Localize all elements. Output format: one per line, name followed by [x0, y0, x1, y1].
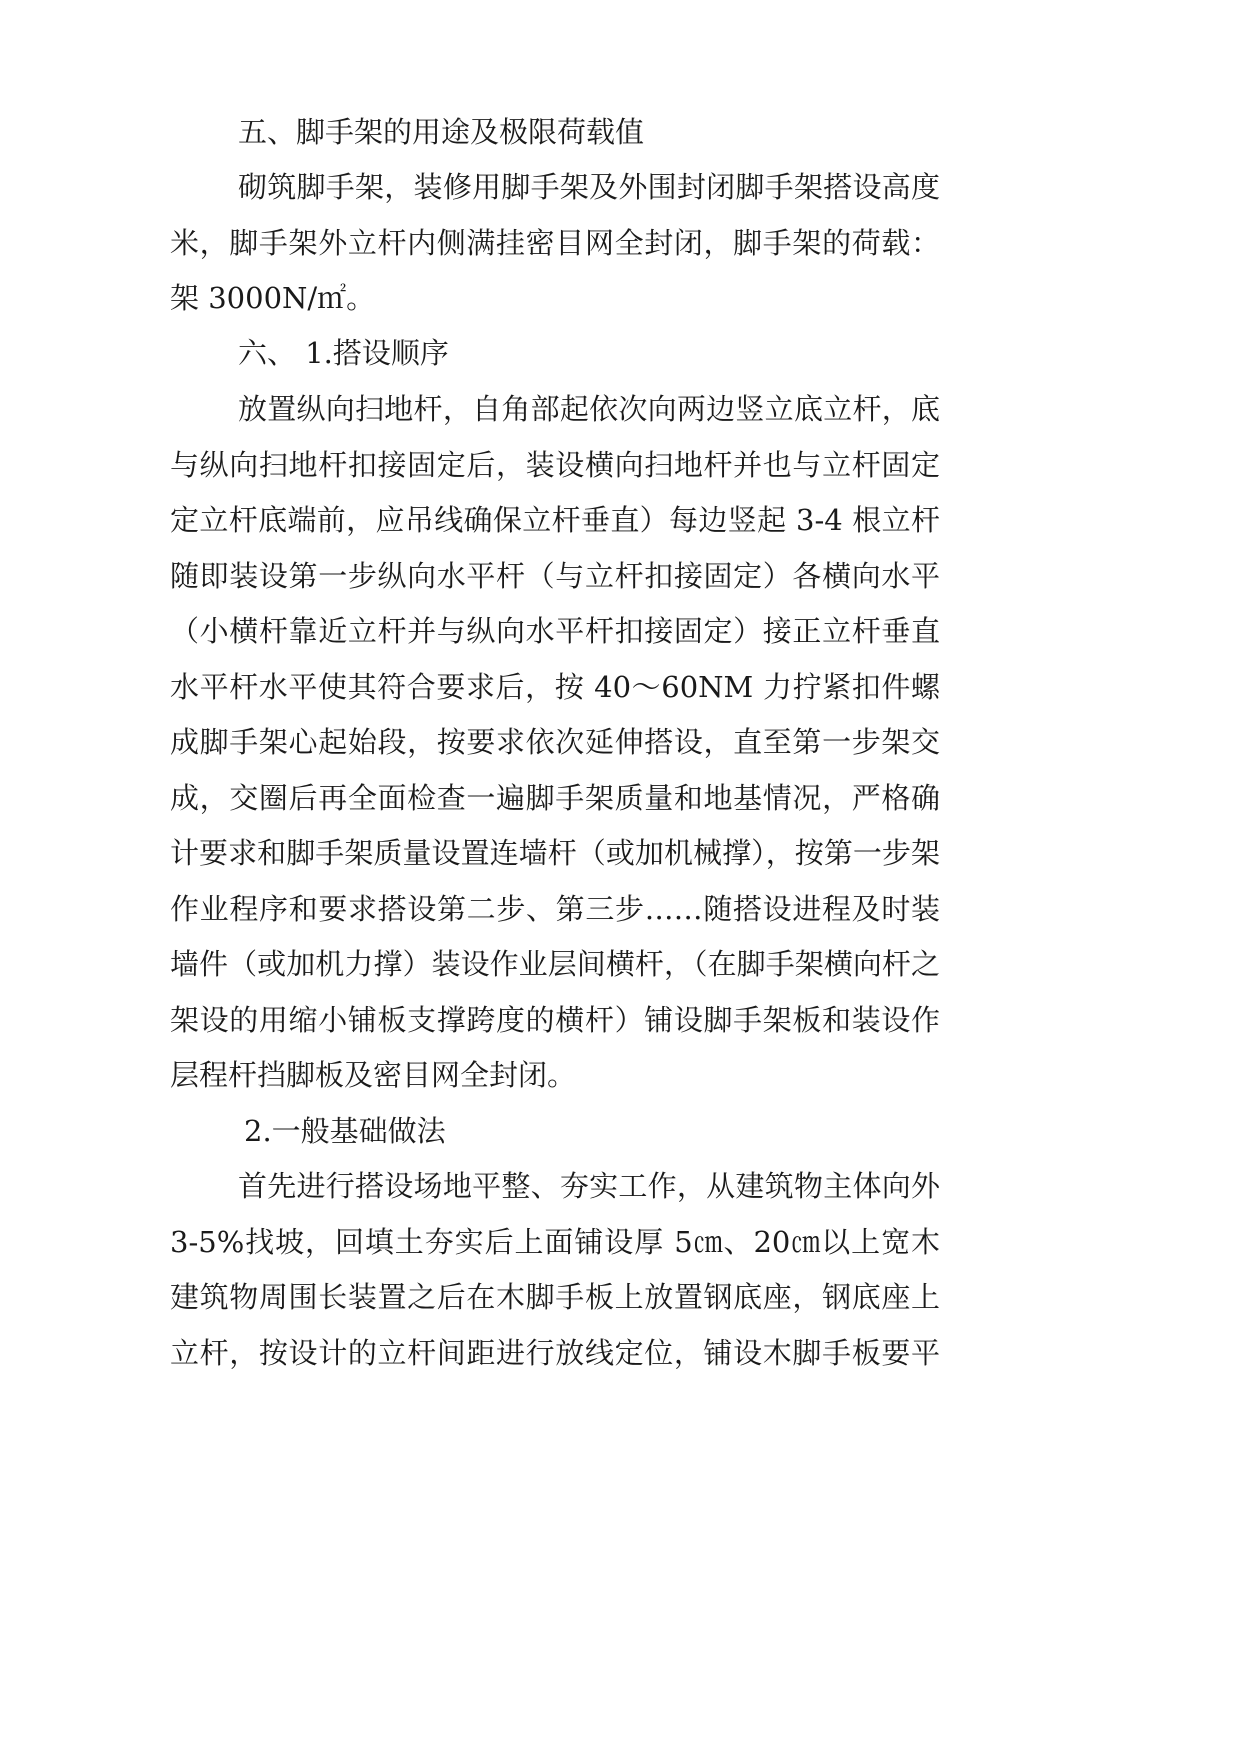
paragraph-line: 成脚手架心起始段，按要求依次延伸搭设，直至第一步架交 [170, 725, 940, 759]
paragraph-line: 米，脚手架外立杆内侧满挂密目网全封闭，脚手架的荷载： [170, 226, 940, 260]
paragraph-line: 层程杆挡脚板及密目网全封闭。 [170, 1058, 577, 1092]
paragraph-line: 与纵向扫地杆扣接固定后，装设横向扫地杆并也与立杆固定 [170, 448, 940, 482]
paragraph-line: 3-5%找坡，回填土夯实后上面铺设厚 5㎝、20㎝以上宽木 [170, 1225, 940, 1259]
paragraph-line: 定立杆底端前，应吊线确保立杆垂直）每边竖起 3-4 根立杆 [170, 503, 940, 537]
paragraph-line: 成，交圈后再全面检查一遍脚手架质量和地基情况，严格确 [170, 781, 940, 815]
paragraph-line: 作业程序和要求搭设第二步、第三步……随搭设进程及时装 [170, 892, 940, 926]
section-heading-five: 五、脚手架的用途及极限荷载值 [238, 115, 645, 149]
paragraph-line: 砌筑脚手架，装修用脚手架及外围封闭脚手架搭设高度 [238, 170, 940, 204]
paragraph-line: 墙件（或加机力撑）装设作业层间横杆，（在脚手架横向杆之 [170, 947, 940, 981]
paragraph-line: （小横杆靠近立杆并与纵向水平杆扣接固定）接正立杆垂直 [170, 614, 940, 648]
paragraph-line: 首先进行搭设场地平整、夯实工作，从建筑物主体向外 [238, 1169, 940, 1203]
paragraph-line: 计要求和脚手架质量设置连墙杆（或加机械撑），按第一步架 [170, 836, 940, 870]
paragraph-line: 放置纵向扫地杆，自角部起依次向两边竖立底立杆，底 [238, 392, 940, 426]
paragraph-line: 立杆，按设计的立杆间距进行放线定位，铺设木脚手板要平 [170, 1336, 940, 1370]
subsection-heading-foundation: 2.一般基础做法 [244, 1114, 446, 1148]
paragraph-line: 建筑物周围长装置之后在木脚手板上放置钢底座，钢底座上 [170, 1280, 940, 1314]
paragraph-line: 水平杆水平使其符合要求后，按 40～60NM 力拧紧扣件螺 [170, 670, 940, 704]
paragraph-line: 架设的用缩小铺板支撑跨度的横杆）铺设脚手架板和装设作 [170, 1003, 940, 1037]
section-heading-six: 六、 1.搭设顺序 [238, 336, 449, 370]
paragraph-line: 架 3000N/㎡。 [170, 281, 376, 315]
paragraph-line: 随即装设第一步纵向水平杆（与立杆扣接固定）各横向水平 [170, 559, 940, 593]
